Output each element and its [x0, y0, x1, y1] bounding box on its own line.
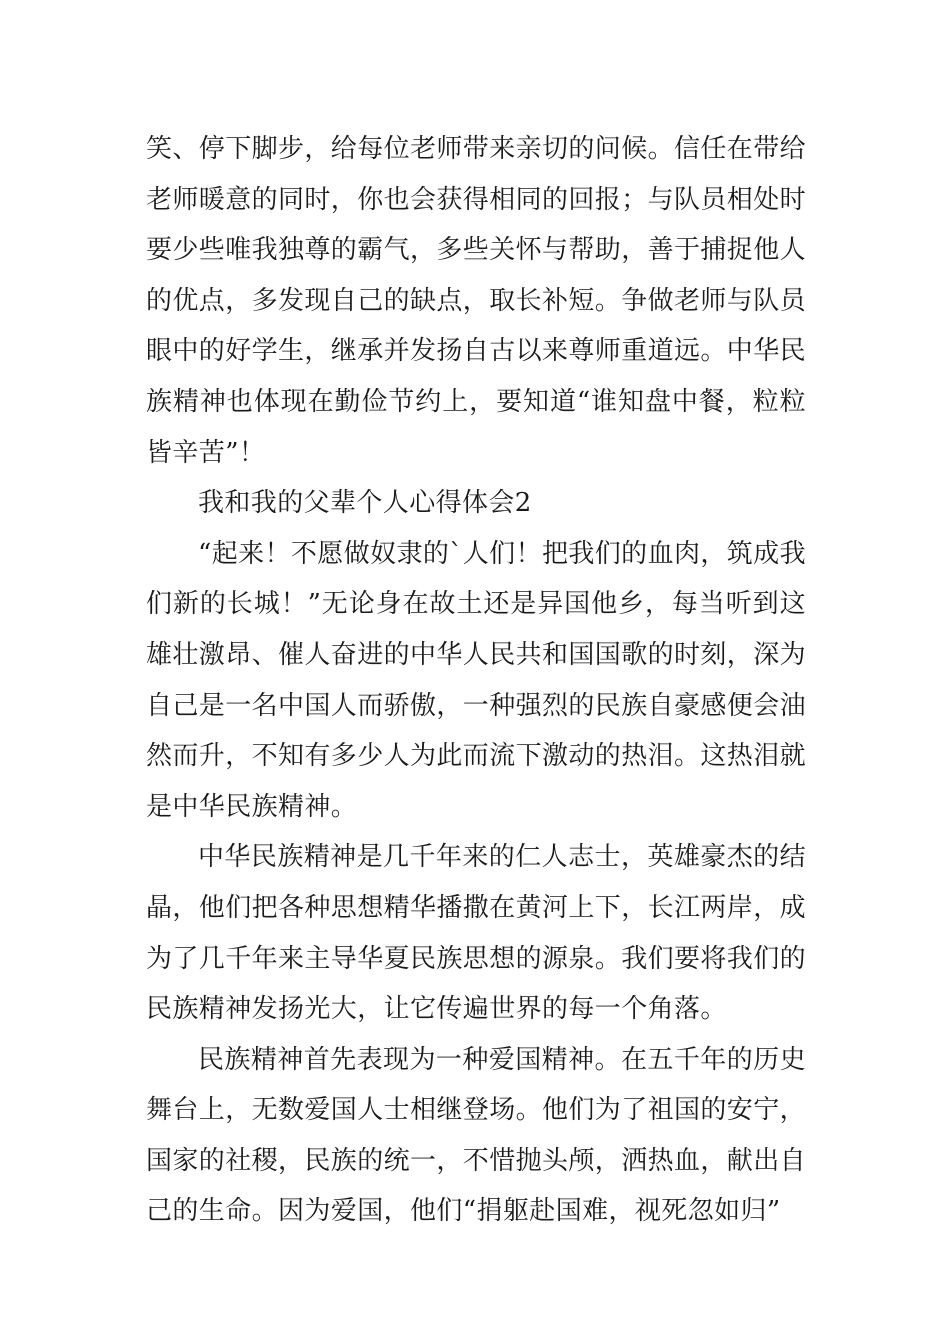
paragraph-continuation: 笑、停下脚步，给每位老师带来亲切的问候。信任在带给老师暖意的同时，你也会获得相同的回报；与队员相处时要少些唯我独尊的霸气，多些关怀与帮助，善于捕捉他人的优点，多发现自己的缺点，取长补短。争做老师与队员眼中的好学生，继承并发扬自古以来尊师重道远。中华民族精神也体现在勤俭节约上，要知道“谁知盘中餐，粒粒皆辛苦”！ [146, 134, 807, 468]
paragraph-spirit: 中华民族精神是几千年来的仁人志士，英雄豪杰的结晶，他们把各种思想精华播撒在黄河上下，长江两岸，成为了几千年来主导华夏民族思想的源泉。我们要将我们的民族精神发扬光大，让它传遍世界的每一个角落。 [146, 842, 807, 1025]
paragraph-anthem: “起来！不愿做奴隶的`人们！把我们的血肉，筑成我们新的长城！”无论身在故土还是异国他乡，每当听到这雄壮激昂、催人奋进的中华人民共和国国歌的时刻，深为自己是一名中国人而骄傲，一种强烈的民族自豪感便会油然而升，不知有多少人为此而流下激动的热泪。这热泪就是中华民族精神。 [146, 538, 807, 822]
document-body [146, 124, 806, 1237]
paragraph-patriotism: 民族精神首先表现为一种爱国精神。在五千年的历史舞台上，无数爱国人士相继登场。他们为了祖国的安宁，国家的社稷，民族的统一，不惜抛头颅，洒热血，献出自己的生命。因为爱国，他们“捐躯赴国难，视死忽如归” [146, 1044, 807, 1227]
section-title: 我和我的父辈个人心得体会2 [198, 488, 532, 519]
